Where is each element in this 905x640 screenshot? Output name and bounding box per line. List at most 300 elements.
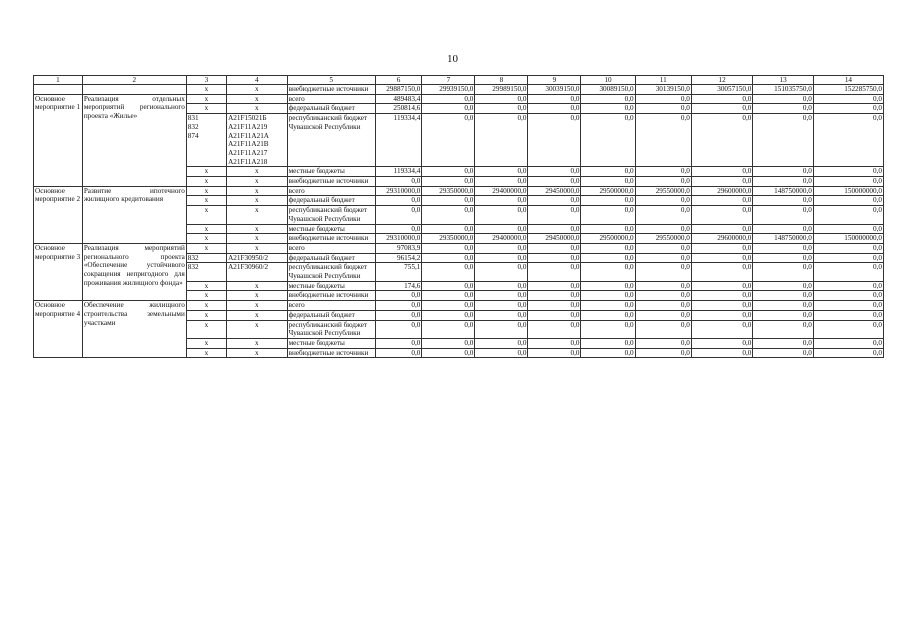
column-number: 6	[375, 76, 422, 85]
amount-cell: 0,0	[813, 253, 883, 263]
budget-code: x	[255, 224, 259, 233]
funding-source-cell: федеральный бюджет	[287, 310, 375, 320]
grbs-code: x	[204, 104, 209, 113]
grbs-code: x	[204, 167, 209, 176]
grbs-code: x	[204, 338, 209, 347]
budget-code: A21F11A219	[228, 122, 268, 131]
column-number: 13	[753, 76, 813, 85]
amount-cell: 0,0	[813, 224, 883, 234]
event-name-cell: Основное мероприятие 2	[34, 186, 83, 243]
budget-code-cell	[227, 85, 287, 95]
amount-cell: 0,0	[475, 177, 528, 187]
budget-code: x	[255, 167, 259, 176]
amount-cell: 0,0	[581, 320, 635, 338]
amount-cell: 0,0	[422, 263, 475, 281]
amount-cell: 29400000,0	[475, 186, 528, 196]
amount-cell: 0,0	[753, 177, 813, 187]
amount-cell: 0,0	[635, 348, 691, 358]
table-row	[34, 243, 884, 253]
amount-cell: 0,0	[813, 281, 883, 291]
budget-code: A21F11A217	[228, 148, 268, 157]
amount-cell: 0,0	[422, 206, 475, 224]
column-number: 10	[581, 76, 635, 85]
amount-cell: 0,0	[581, 301, 635, 311]
budget-code-cell	[227, 291, 287, 301]
amount-cell: 0,0	[581, 94, 635, 104]
amount-cell: 0,0	[375, 177, 422, 187]
amount-cell: 0,0	[691, 196, 753, 206]
amount-cell: 0,0	[691, 104, 753, 114]
amount-cell: 0,0	[475, 338, 528, 348]
budget-code: x	[255, 196, 259, 205]
funding-source-cell: внебюджетные источники	[287, 234, 375, 244]
amount-cell: 0,0	[475, 301, 528, 311]
amount-cell: 0,0	[422, 338, 475, 348]
grbs-code: x	[204, 206, 209, 215]
funding-source-cell: республиканский бюджет Чувашской Республики	[287, 114, 375, 167]
budget-code-cell	[227, 281, 287, 291]
budget-code-cell	[227, 301, 287, 311]
grbs-code: x	[204, 85, 209, 93]
amount-cell: 152285750,0	[813, 85, 883, 95]
amount-cell: 0,0	[475, 310, 528, 320]
column-number: 3	[186, 76, 226, 85]
amount-cell: 0,0	[581, 206, 635, 224]
grbs-code-cell	[186, 206, 226, 224]
column-number: 5	[287, 76, 375, 85]
amount-cell: 0,0	[475, 104, 528, 114]
amount-cell: 0,0	[475, 94, 528, 104]
amount-cell: 0,0	[635, 104, 691, 114]
column-number: 4	[227, 76, 287, 85]
table-row	[34, 301, 884, 311]
budget-code: x	[255, 310, 259, 319]
budget-code: x	[255, 177, 259, 186]
amount-cell: 0,0	[753, 243, 813, 253]
amount-cell: 0,0	[475, 206, 528, 224]
grbs-code: x	[204, 94, 209, 103]
budget-code: x	[255, 301, 259, 310]
column-number-row	[34, 76, 884, 85]
amount-cell: 0,0	[753, 281, 813, 291]
grbs-code-cell	[186, 114, 226, 167]
amount-cell: 0,0	[475, 320, 528, 338]
grbs-code: x	[204, 348, 209, 357]
grbs-code: x	[204, 281, 209, 290]
funding-source-cell: республиканский бюджет Чувашской Республики	[287, 320, 375, 338]
budget-code: x	[255, 206, 259, 215]
amount-cell: 0,0	[581, 167, 635, 177]
amount-cell: 0,0	[475, 167, 528, 177]
amount-cell: 0,0	[635, 253, 691, 263]
grbs-code-cell	[186, 234, 226, 244]
funding-source-cell: всего	[287, 301, 375, 311]
amount-cell: 150000000,0	[813, 186, 883, 196]
table-row	[34, 94, 884, 104]
amount-cell: 0,0	[528, 243, 581, 253]
budget-code: x	[255, 348, 259, 357]
amount-cell: 0,0	[581, 348, 635, 358]
amount-cell: 0,0	[753, 196, 813, 206]
grbs-code-cell	[186, 348, 226, 358]
amount-cell: 0,0	[528, 263, 581, 281]
amount-cell: 0,0	[753, 301, 813, 311]
amount-cell: 29500000,0	[581, 186, 635, 196]
amount-cell: 0,0	[691, 281, 753, 291]
amount-cell: 0,0	[422, 310, 475, 320]
amount-cell: 0,0	[813, 167, 883, 177]
budget-code-cell	[227, 94, 287, 104]
amount-cell: 0,0	[528, 104, 581, 114]
budget-code: x	[255, 338, 259, 347]
column-number: 1	[34, 76, 83, 85]
funding-source-cell: республиканский бюджет Чувашской Республики	[287, 206, 375, 224]
funding-source-cell: федеральный бюджет	[287, 196, 375, 206]
amount-cell: 0,0	[528, 291, 581, 301]
amount-cell: 0,0	[581, 338, 635, 348]
amount-cell: 0,0	[753, 114, 813, 167]
amount-cell: 148750000,0	[753, 234, 813, 244]
budget-code: A21F30960/2	[228, 263, 269, 272]
amount-cell: 0,0	[691, 320, 753, 338]
amount-cell: 0,0	[422, 291, 475, 301]
amount-cell: 0,0	[813, 301, 883, 311]
amount-cell: 0,0	[581, 291, 635, 301]
amount-cell: 0,0	[422, 301, 475, 311]
grbs-code-cell	[186, 186, 226, 196]
amount-cell: 0,0	[475, 263, 528, 281]
amount-cell: 0,0	[635, 263, 691, 281]
grbs-code-cell	[186, 224, 226, 234]
amount-cell: 0,0	[753, 310, 813, 320]
amount-cell: 30039150,0	[528, 85, 581, 95]
amount-cell: 29887150,0	[375, 85, 422, 95]
amount-cell: 0,0	[581, 114, 635, 167]
budget-code-cell	[227, 263, 287, 281]
grbs-code-cell	[186, 177, 226, 187]
amount-cell: 0,0	[691, 348, 753, 358]
funding-source-cell: федеральный бюджет	[287, 104, 375, 114]
amount-cell: 0,0	[753, 253, 813, 263]
event-description-cell: Реализация мероприятий регионального проекта «Обеспечение устойчивого сокращения непригодного для проживания жилищного фонда»	[82, 243, 186, 300]
budget-code: A21F30950/2	[228, 253, 269, 262]
budget-code-cell	[227, 114, 287, 167]
amount-cell: 29310000,0	[375, 234, 422, 244]
amount-cell: 0,0	[691, 263, 753, 281]
amount-cell: 0,0	[581, 310, 635, 320]
event-description-cell: Развитие ипотечного жилищного кредитования	[82, 186, 186, 243]
amount-cell: 0,0	[753, 338, 813, 348]
amount-cell: 0,0	[813, 243, 883, 253]
amount-cell: 0,0	[753, 224, 813, 234]
amount-cell: 0,0	[635, 206, 691, 224]
grbs-code-cell	[186, 94, 226, 104]
amount-cell: 0,0	[422, 320, 475, 338]
budget-code: x	[255, 281, 259, 290]
amount-cell: 0,0	[691, 94, 753, 104]
amount-cell: 30089150,0	[581, 85, 635, 95]
grbs-code: x	[204, 186, 209, 195]
budget-code-cell	[227, 243, 287, 253]
funding-source-cell: местные бюджеты	[287, 224, 375, 234]
amount-cell: 0,0	[422, 114, 475, 167]
grbs-code-cell	[186, 196, 226, 206]
amount-cell: 0,0	[581, 196, 635, 206]
amount-cell: 0,0	[813, 291, 883, 301]
amount-cell: 0,0	[813, 114, 883, 167]
amount-cell: 0,0	[813, 338, 883, 348]
amount-cell: 30139150,0	[635, 85, 691, 95]
amount-cell: 0,0	[753, 94, 813, 104]
funding-source-cell: всего	[287, 186, 375, 196]
amount-cell: 0,0	[635, 114, 691, 167]
amount-cell: 29350000,0	[422, 234, 475, 244]
budget-code: x	[255, 85, 259, 93]
budget-code: x	[255, 243, 259, 252]
event-name-cell: Основное мероприятие 3	[34, 243, 83, 300]
column-number: 11	[635, 76, 691, 85]
amount-cell: 0,0	[375, 320, 422, 338]
amount-cell: 29400000,0	[475, 234, 528, 244]
amount-cell: 0,0	[375, 224, 422, 234]
amount-cell: 0,0	[422, 253, 475, 263]
amount-cell: 0,0	[475, 253, 528, 263]
budget-code: A21F11A218	[228, 157, 268, 166]
grbs-code-cell	[186, 301, 226, 311]
amount-cell: 0,0	[635, 224, 691, 234]
budget-code-cell	[227, 206, 287, 224]
budget-code: x	[255, 320, 259, 329]
amount-cell: 0,0	[581, 263, 635, 281]
grbs-code-cell	[186, 104, 226, 114]
amount-cell: 119334,4	[375, 114, 422, 167]
amount-cell: 0,0	[635, 94, 691, 104]
amount-cell: 30057150,0	[691, 85, 753, 95]
grbs-code: x	[204, 243, 209, 252]
amount-cell: 0,0	[635, 281, 691, 291]
funding-source-cell: всего	[287, 94, 375, 104]
amount-cell: 0,0	[753, 206, 813, 224]
funding-source-cell: внебюджетные источники	[287, 291, 375, 301]
grbs-code: x	[204, 291, 209, 300]
grbs-code: x	[204, 224, 209, 233]
amount-cell: 0,0	[635, 243, 691, 253]
amount-cell: 29450000,0	[528, 186, 581, 196]
amount-cell: 0,0	[691, 310, 753, 320]
event-name-cell: Основное мероприятие 1	[34, 94, 83, 186]
amount-cell: 0,0	[475, 224, 528, 234]
budget-code: x	[255, 186, 259, 195]
amount-cell: 0,0	[581, 253, 635, 263]
event-description-cell: Обеспечение жилищного строительства земельными участками	[82, 301, 186, 358]
budget-code-cell	[227, 320, 287, 338]
amount-cell: 0,0	[375, 206, 422, 224]
budget-code: A21F15021Б	[228, 114, 267, 123]
amount-cell: 0,0	[375, 310, 422, 320]
budget-code-cell	[227, 253, 287, 263]
budget-code-cell	[227, 310, 287, 320]
amount-cell: 0,0	[691, 338, 753, 348]
table-row	[34, 186, 884, 196]
budget-code-cell	[227, 104, 287, 114]
grbs-code-cell	[186, 85, 226, 95]
amount-cell: 0,0	[475, 196, 528, 206]
column-number: 14	[813, 76, 883, 85]
amount-cell: 29350000,0	[422, 186, 475, 196]
grbs-code-cell	[186, 338, 226, 348]
amount-cell: 0,0	[635, 177, 691, 187]
amount-cell: 0,0	[813, 94, 883, 104]
budget-code: x	[255, 104, 259, 113]
amount-cell: 29550000,0	[635, 234, 691, 244]
amount-cell: 0,0	[635, 320, 691, 338]
grbs-code: x	[204, 234, 209, 243]
amount-cell: 0,0	[375, 301, 422, 311]
amount-cell: 0,0	[753, 348, 813, 358]
amount-cell: 0,0	[475, 243, 528, 253]
amount-cell: 0,0	[691, 224, 753, 234]
amount-cell: 0,0	[691, 206, 753, 224]
amount-cell: 0,0	[422, 104, 475, 114]
budget-code: x	[255, 234, 259, 243]
amount-cell: 0,0	[422, 177, 475, 187]
amount-cell: 0,0	[422, 94, 475, 104]
amount-cell: 0,0	[691, 301, 753, 311]
amount-cell: 97083,9	[375, 243, 422, 253]
grbs-code: 832	[187, 263, 199, 272]
funding-source-cell: местные бюджеты	[287, 167, 375, 177]
amount-cell: 0,0	[691, 291, 753, 301]
amount-cell: 148750000,0	[753, 186, 813, 196]
amount-cell: 0,0	[422, 196, 475, 206]
column-number: 2	[82, 76, 186, 85]
amount-cell: 29600000,0	[691, 234, 753, 244]
amount-cell: 0,0	[528, 224, 581, 234]
amount-cell: 0,0	[635, 196, 691, 206]
page-number: 10	[447, 53, 458, 65]
amount-cell: 0,0	[813, 177, 883, 187]
amount-cell: 119334,4	[375, 167, 422, 177]
amount-cell: 0,0	[753, 104, 813, 114]
grbs-code-cell	[186, 310, 226, 320]
amount-cell: 0,0	[581, 224, 635, 234]
budget-code-cell	[227, 234, 287, 244]
column-number: 8	[475, 76, 528, 85]
grbs-code: 832	[187, 122, 199, 131]
amount-cell: 0,0	[422, 281, 475, 291]
budget-code: x	[255, 94, 259, 103]
funding-source-cell: внебюджетные источники	[287, 85, 375, 95]
amount-cell: 0,0	[813, 206, 883, 224]
funding-source-cell: местные бюджеты	[287, 338, 375, 348]
amount-cell: 0,0	[375, 338, 422, 348]
amount-cell: 0,0	[581, 281, 635, 291]
amount-cell: 0,0	[528, 114, 581, 167]
amount-cell: 0,0	[422, 348, 475, 358]
grbs-code: x	[204, 177, 209, 186]
grbs-code: 832	[187, 253, 199, 262]
amount-cell: 0,0	[375, 291, 422, 301]
amount-cell: 0,0	[635, 338, 691, 348]
amount-cell: 96154,2	[375, 253, 422, 263]
amount-cell: 0,0	[581, 177, 635, 187]
amount-cell: 0,0	[691, 114, 753, 167]
grbs-code-cell	[186, 253, 226, 263]
grbs-code-cell	[186, 320, 226, 338]
funding-source-cell: республиканский бюджет Чувашской Республики	[287, 263, 375, 281]
amount-cell: 0,0	[475, 114, 528, 167]
budget-code-cell	[227, 224, 287, 234]
grbs-code: x	[204, 301, 209, 310]
amount-cell: 0,0	[691, 253, 753, 263]
grbs-code-cell	[186, 281, 226, 291]
amount-cell: 0,0	[528, 338, 581, 348]
amount-cell: 0,0	[635, 167, 691, 177]
amount-cell: 0,0	[528, 177, 581, 187]
amount-cell: 250814,6	[375, 104, 422, 114]
amount-cell: 0,0	[635, 291, 691, 301]
amount-cell: 150000000,0	[813, 234, 883, 244]
funding-source-cell: всего	[287, 243, 375, 253]
amount-cell: 0,0	[475, 291, 528, 301]
budget-code-cell	[227, 186, 287, 196]
event-name-cell: Основное мероприятие 4	[34, 301, 83, 358]
budget-code: A21F11A21A	[228, 131, 269, 140]
amount-cell: 0,0	[581, 104, 635, 114]
amount-cell: 0,0	[528, 167, 581, 177]
funding-source-cell: внебюджетные источники	[287, 177, 375, 187]
budget-code-cell	[227, 196, 287, 206]
amount-cell: 0,0	[635, 310, 691, 320]
amount-cell: 0,0	[813, 196, 883, 206]
funding-source-cell: внебюджетные источники	[287, 348, 375, 358]
event-description-cell	[82, 85, 186, 95]
amount-cell: 0,0	[753, 320, 813, 338]
amount-cell: 0,0	[528, 310, 581, 320]
amount-cell: 0,0	[635, 301, 691, 311]
amount-cell: 0,0	[475, 348, 528, 358]
amount-cell: 0,0	[422, 167, 475, 177]
amount-cell: 0,0	[813, 104, 883, 114]
column-number: 7	[422, 76, 475, 85]
amount-cell: 29989150,0	[475, 85, 528, 95]
amount-cell: 0,0	[753, 291, 813, 301]
amount-cell: 29310000,0	[375, 186, 422, 196]
amount-cell: 29500000,0	[581, 234, 635, 244]
grbs-code: x	[204, 320, 209, 329]
grbs-code-cell	[186, 263, 226, 281]
amount-cell: 151035750,0	[753, 85, 813, 95]
amount-cell: 0,0	[528, 206, 581, 224]
amount-cell: 0,0	[528, 281, 581, 291]
amount-cell: 0,0	[753, 167, 813, 177]
grbs-code-cell	[186, 167, 226, 177]
column-number: 9	[528, 76, 581, 85]
amount-cell: 0,0	[375, 196, 422, 206]
amount-cell: 0,0	[528, 94, 581, 104]
grbs-code: x	[204, 196, 209, 205]
amount-cell: 0,0	[528, 348, 581, 358]
budget-code-cell	[227, 348, 287, 358]
amount-cell: 29450000,0	[528, 234, 581, 244]
amount-cell: 755,1	[375, 263, 422, 281]
event-name-cell	[34, 85, 83, 95]
grbs-code: 874	[187, 131, 199, 140]
funding-source-cell: федеральный бюджет	[287, 253, 375, 263]
amount-cell: 174,6	[375, 281, 422, 291]
amount-cell: 29550000,0	[635, 186, 691, 196]
budget-code: A21F11A21B	[228, 140, 269, 149]
